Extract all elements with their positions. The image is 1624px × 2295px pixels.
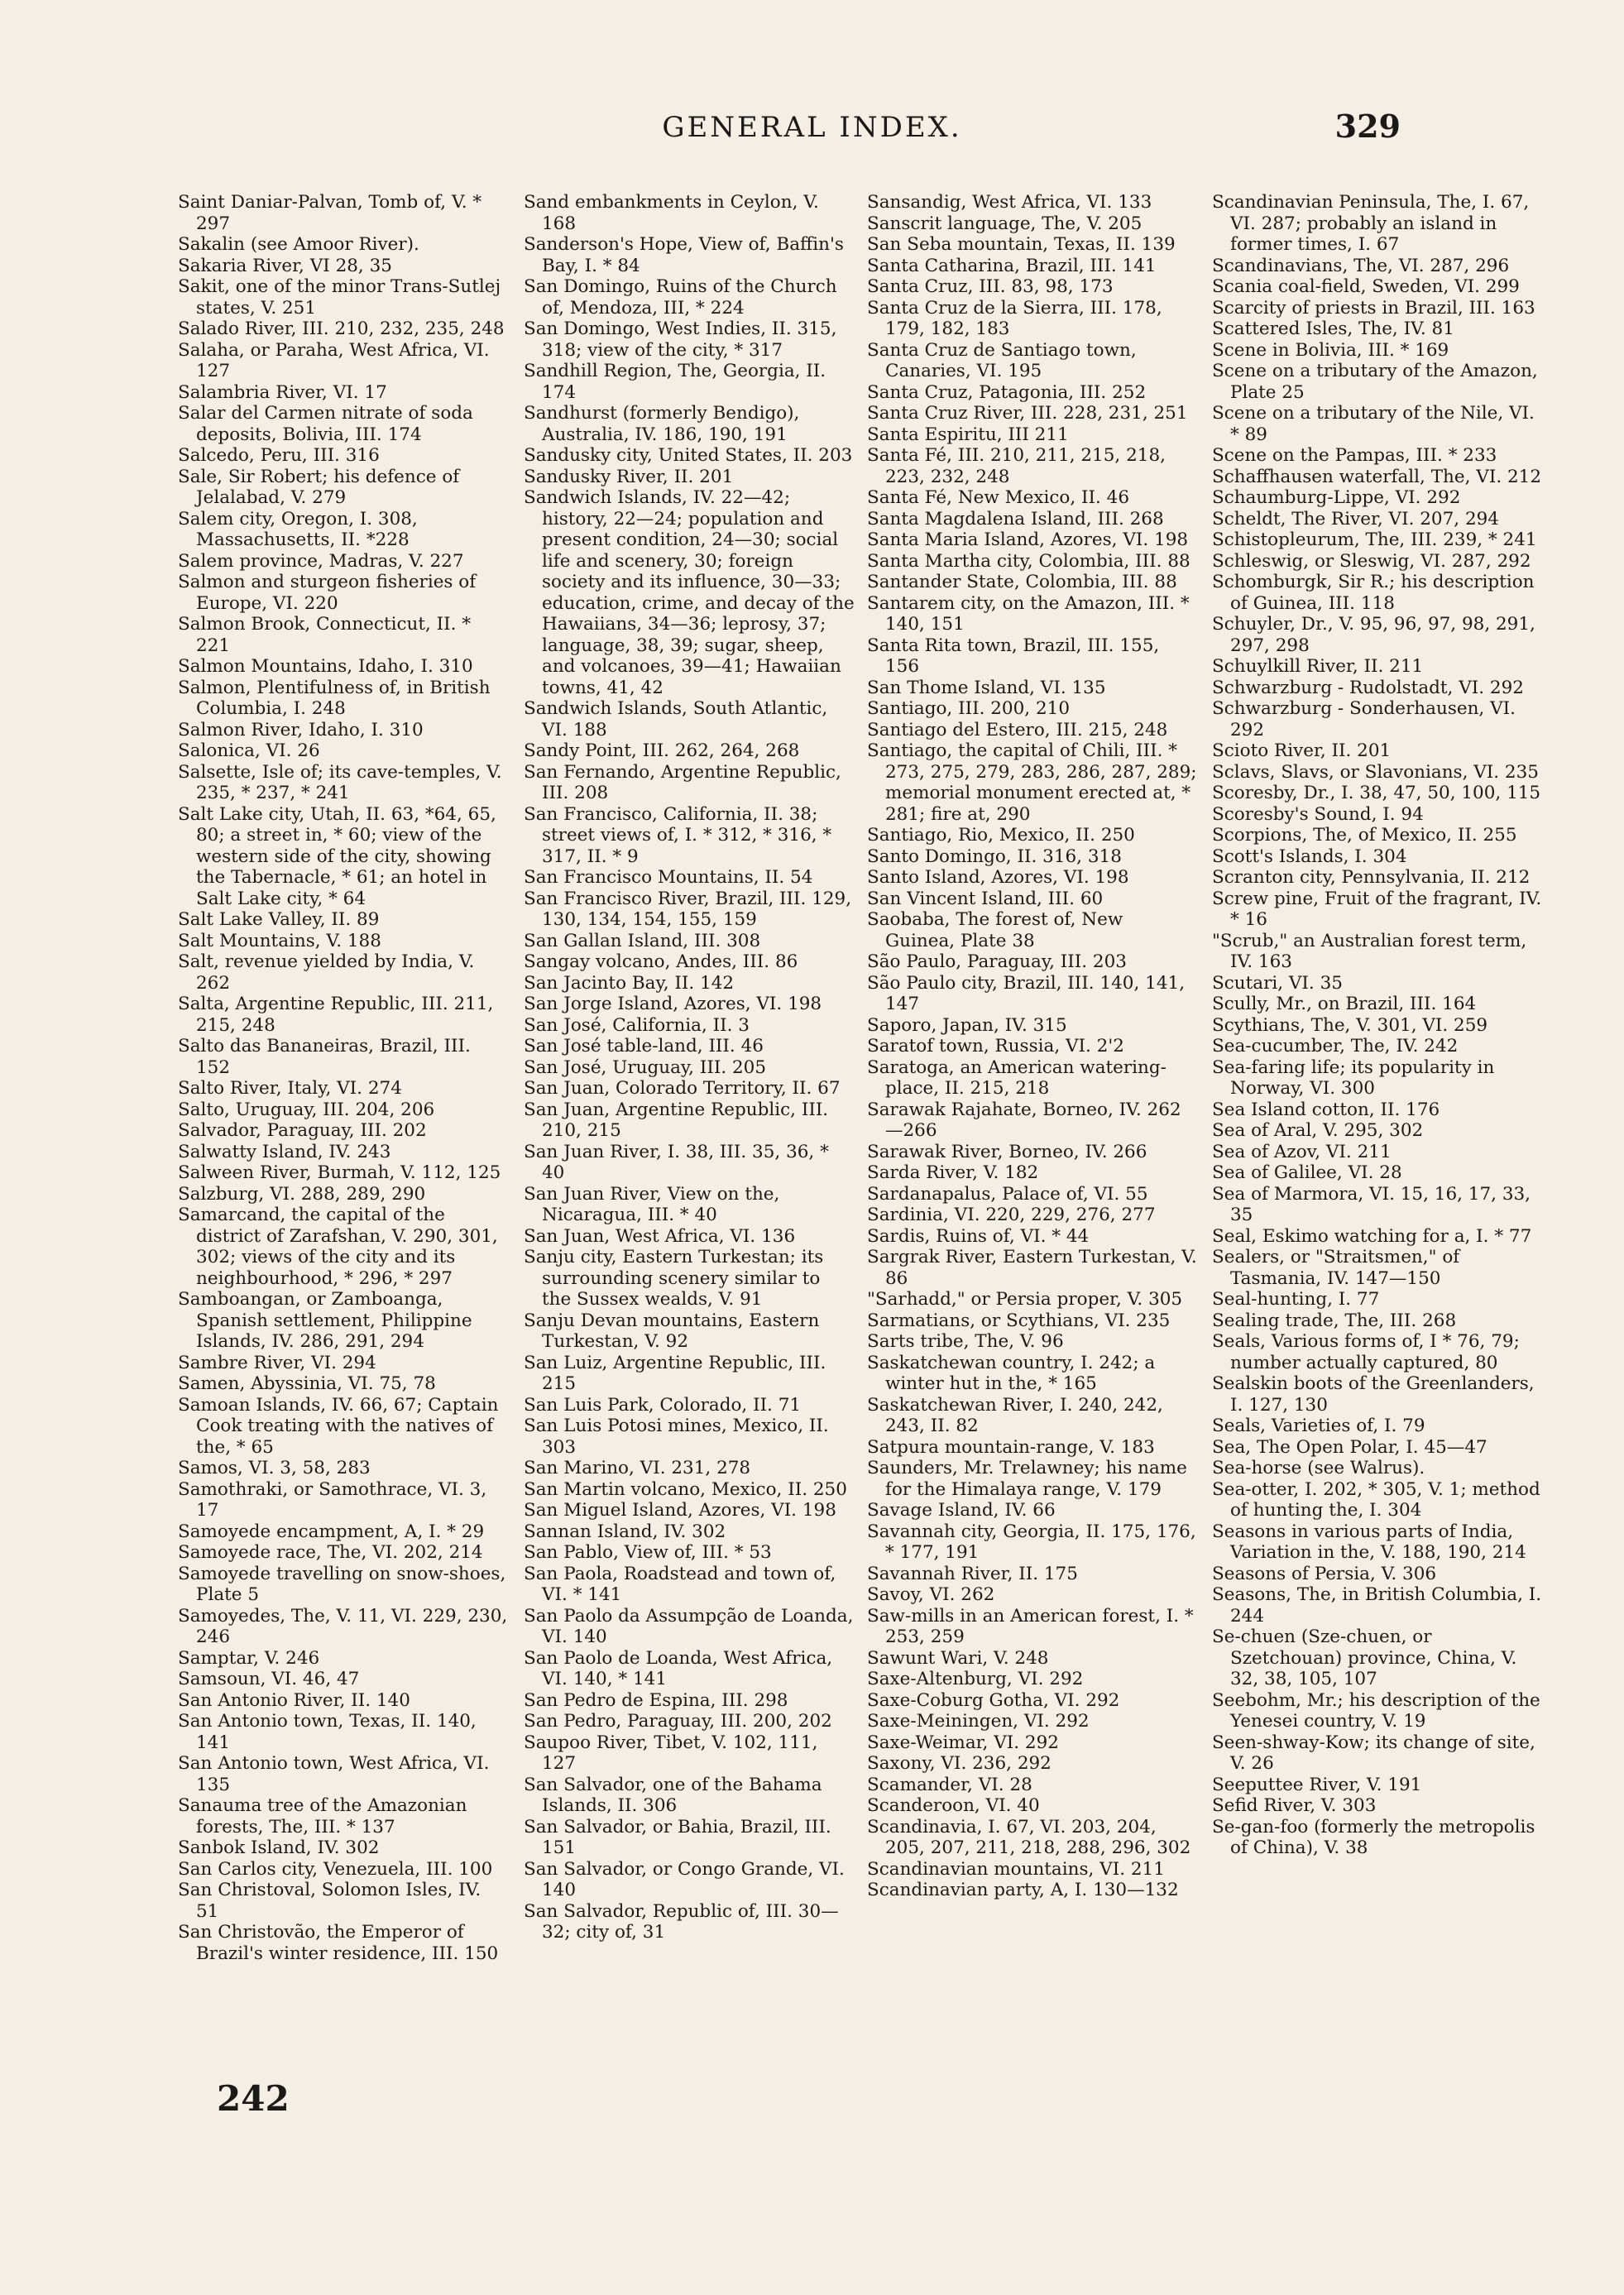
index-entry: Sarawak Rajahate, Borneo, IV. 262—266 xyxy=(867,1099,1181,1141)
index-entry: Samoyedes, The, V. 11, VI. 229, 230, 246 xyxy=(178,1605,508,1647)
index-entry: San Jacinto Bay, II. 142 xyxy=(524,972,735,994)
index-entry: Schwarzburg - Rudolstadt, VI. 292 xyxy=(1212,677,1524,698)
index-entry: Santa Fé, New Mexico, II. 46 xyxy=(867,487,1129,508)
index-entry: San Paolo da Assumpção de Loanda, VI. 140 xyxy=(524,1605,854,1647)
index-entry: Santiago, the capital of Chili, III. * 273, 275, 279, 283, 286, 287, 289; memorial monument erected at, * 281; fire at, 290 xyxy=(867,740,1197,825)
index-entry: Sambre River, VI. 294 xyxy=(178,1352,376,1373)
index-entry: San Gallan Island, III. 308 xyxy=(524,930,761,951)
index-entry: Sanbok Island, IV. 302 xyxy=(178,1837,380,1858)
index-entry: Saratoga, an American watering-place, II. 215, 218 xyxy=(867,1056,1167,1099)
index-entry: Seals, Various forms of, I * 76, 79; number actually captured, 80 xyxy=(1212,1331,1520,1373)
index-entry: Sansandig, West Africa, VI. 133 xyxy=(867,192,1152,213)
index-entry: San José, Uruguay, III. 205 xyxy=(524,1056,767,1078)
index-entry: Scandinavian Peninsula, The, I. 67, VI. 287; probably an island in former times, I. 67 xyxy=(1212,192,1530,255)
index-entry: Sand embankments in Ceylon, V. 168 xyxy=(524,192,819,234)
index-entry: Scott's Islands, I. 304 xyxy=(1212,846,1407,867)
index-entry: Saupoo River, Tibet, V. 102, 111, 127 xyxy=(524,1732,818,1774)
index-entry: Santa Magdalena Island, III. 268 xyxy=(867,508,1164,529)
index-entry: Sandusky city, United States, II. 203 xyxy=(524,445,853,466)
index-entry: Samarcand, the capital of the district of Zarafshan, V. 290, 301, 302; views of the city and its neighbourhood, * 296, * 297 xyxy=(178,1205,498,1289)
index-entry: Samoyede encampment, A, I. * 29 xyxy=(178,1521,485,1542)
index-entry: San Salvador, Republic of, III. 30—32; city of, 31 xyxy=(524,1900,839,1943)
index-entry: Salt, revenue yielded by India, V. 262 xyxy=(178,951,475,994)
index-entry: Salem province, Madras, V. 227 xyxy=(178,550,464,572)
index-entry: Sardinia, VI. 220, 229, 276, 277 xyxy=(867,1205,1156,1225)
index-entry: Samoyede travelling on snow-shoes, Plate 5 xyxy=(178,1563,506,1605)
index-entry: Seal, Eskimo watching for a, I. * 77 xyxy=(1212,1225,1532,1247)
index-entry: Sanderson's Hope, View of, Baffin's Bay, I. * 84 xyxy=(524,234,844,276)
index-entry: Saxe-Altenburg, VI. 292 xyxy=(867,1669,1084,1689)
index-entry: Sandy Point, III. 262, 264, 268 xyxy=(524,740,800,761)
index-entry: Santa Maria Island, Azores, VI. 198 xyxy=(867,529,1189,550)
index-entry: Sanauma tree of the Amazonian forests, The, III. * 137 xyxy=(178,1795,467,1837)
index-entry: Scarcity of priests in Brazil, III. 163 xyxy=(1212,297,1535,319)
index-entry: Sandusky River, II. 201 xyxy=(524,466,734,487)
index-entry: San Paolo de Loanda, West Africa, VI. 140, * 141 xyxy=(524,1647,833,1689)
index-entry: San Seba mountain, Texas, II. 139 xyxy=(867,234,1176,255)
index-entry: Salzburg, VI. 288, 289, 290 xyxy=(178,1183,426,1205)
index-entry: Santa Catharina, Brazil, III. 141 xyxy=(867,255,1157,276)
index-column-2 xyxy=(524,192,855,1943)
index-entry: San Antonio River, II. 140 xyxy=(178,1689,410,1711)
index-entry: Santa Cruz de la Sierra, III. 178, 179, 182, 183 xyxy=(867,297,1162,339)
index-entry: Salt Mountains, V. 188 xyxy=(178,930,381,951)
index-entry: Salonica, VI. 26 xyxy=(178,740,320,761)
index-entry: Scoresby's Sound, I. 94 xyxy=(1212,803,1424,825)
index-entry: Seen-shway-Kow; its change of site, V. 26 xyxy=(1212,1732,1535,1774)
index-entry: Sakaria River, VI 28, 35 xyxy=(178,255,392,276)
index-entry: São Paulo city, Brazil, III. 140, 141, 147 xyxy=(867,972,1186,1014)
index-entry: Scandinavian mountains, VI. 211 xyxy=(867,1858,1165,1880)
index-entry: Santo Domingo, II. 316, 318 xyxy=(867,846,1122,867)
page-number: 329 xyxy=(1334,108,1401,145)
index-entry: Samsoun, VI. 46, 47 xyxy=(178,1669,360,1689)
index-entry: Samothraki, or Samothrace, VI. 3, 17 xyxy=(178,1478,487,1521)
index-entry: Scene on a tributary of the Nile, VI. * 89 xyxy=(1212,403,1535,445)
index-entry: San Carlos city, Venezuela, III. 100 xyxy=(178,1858,493,1880)
index-entry: Salween River, Burmah, V. 112, 125 xyxy=(178,1162,501,1183)
index-entry: Scandinavians, The, VI. 287, 296 xyxy=(1212,255,1510,276)
index-entry: Salto, Uruguay, III. 204, 206 xyxy=(178,1099,435,1120)
index-entry: Scene in Bolivia, III. * 169 xyxy=(1212,339,1449,361)
index-entry: Scorpions, The, of Mexico, II. 255 xyxy=(1212,825,1517,846)
index-entry: Saobaba, The forest of, New Guinea, Plate 38 xyxy=(867,909,1123,951)
index-entry: Saskatchewan River, I. 240, 242, 243, II. 82 xyxy=(867,1394,1163,1436)
index-entry: Saxony, VI. 236, 292 xyxy=(867,1753,1052,1774)
index-entry: Santiago del Estero, III. 215, 248 xyxy=(867,719,1168,740)
index-entry: San Luis Park, Colorado, II. 71 xyxy=(524,1394,802,1416)
index-entry: Seasons, The, in British Columbia, I. 244 xyxy=(1212,1584,1542,1627)
index-entry: Sarts tribe, The, V. 96 xyxy=(867,1331,1064,1352)
index-entry: Scene on a tributary of the Amazon, Plate 25 xyxy=(1212,361,1538,403)
index-entry: Samoan Islands, IV. 66, 67; Captain Cook treating with the natives of the, * 65 xyxy=(178,1394,499,1458)
index-entry: San Luiz, Argentine Republic, III. 215 xyxy=(524,1352,826,1394)
index-entry: Salvador, Paraguay, III. 202 xyxy=(178,1120,427,1141)
index-entry: São Paulo, Paraguay, III. 203 xyxy=(867,951,1127,972)
index-entry: San Juan, West Africa, VI. 136 xyxy=(524,1225,796,1247)
index-entry: Salcedo, Peru, III. 316 xyxy=(178,445,380,466)
page-title: GENERAL INDEX. xyxy=(662,111,962,144)
index-entry: San Francisco River, Brazil, III. 129, 130, 134, 154, 155, 159 xyxy=(524,888,852,930)
index-entry: Scattered Isles, The, IV. 81 xyxy=(1212,319,1454,339)
index-entry: Sandwich Islands, IV. 22—42; history, 22—24; population and present condition, 24—30; social life and scenery, 30; foreign society and its influence, 30—33; education, crime, and decay of the Hawaiians, 34—36; leprosy, 37; language, 38, 39; sugar, sheep, and volcanoes, 39—41; Hawaiian towns, 41, 42 xyxy=(524,487,855,698)
index-entry: Saratof town, Russia, VI. 2'2 xyxy=(867,1036,1124,1056)
index-entry: Scania coal-field, Sweden, VI. 299 xyxy=(1212,276,1520,297)
index-entry: Sarawak River, Borneo, IV. 266 xyxy=(867,1141,1147,1162)
index-entry: Sakalin (see Amoor River). xyxy=(178,234,419,255)
index-entry: Sea-cucumber, The, IV. 242 xyxy=(1212,1036,1459,1056)
index-entry: San Domingo, West Indies, II. 315, 318; view of the city, * 317 xyxy=(524,319,837,361)
index-entry: San Marino, VI. 231, 278 xyxy=(524,1458,751,1478)
index-entry: San Juan, Argentine Republic, III. 210, 215 xyxy=(524,1099,829,1141)
index-entry: Schaumburg-Lippe, VI. 292 xyxy=(1212,487,1461,508)
index-entry: Salmon Brook, Connecticut, II. * 221 xyxy=(178,614,472,656)
index-entry: Salt Lake Valley, II. 89 xyxy=(178,909,380,930)
signature-mark: 242 xyxy=(217,2078,290,2119)
index-column-3 xyxy=(867,192,1198,1901)
index-entry: San Miguel Island, Azores, VI. 198 xyxy=(524,1500,836,1521)
index-entry: Salmon Mountains, Idaho, I. 310 xyxy=(178,656,473,677)
index-entry: Savannah city, Georgia, II. 175, 176, * 177, 191 xyxy=(867,1521,1196,1563)
index-entry: Scioto River, II. 201 xyxy=(1212,740,1392,761)
index-entry: Santa Cruz River, III. 228, 231, 251 xyxy=(867,403,1188,424)
index-entry: Samen, Abyssinia, VI. 75, 78 xyxy=(178,1373,436,1394)
index-entry: Santa Espiritu, III 211 xyxy=(867,424,1069,445)
index-entry: Schomburgk, Sir R.; his description of Guinea, III. 118 xyxy=(1212,572,1535,614)
index-entry: Schaffhausen waterfall, The, VI. 212 xyxy=(1212,466,1542,487)
index-entry: Sannan Island, IV. 302 xyxy=(524,1521,726,1542)
index-entry: Sea-horse (see Walrus). xyxy=(1212,1458,1425,1478)
index-entry: Salto River, Italy, VI. 274 xyxy=(178,1078,402,1099)
index-entry: Salsette, Isle of; its cave-temples, V. 235, * 237, * 241 xyxy=(178,761,502,803)
index-entry: Saporo, Japan, IV. 315 xyxy=(867,1014,1067,1036)
index-entry: Salt Lake city, Utah, II. 63, *64, 65, 80; a street in, * 60; view of the western side of the city, showing the Tabernacle, * 61; an hotel in Salt Lake city, * 64 xyxy=(178,803,496,909)
index-entry: Saunders, Mr. Trelawney; his name for the Himalaya range, V. 179 xyxy=(867,1458,1187,1500)
page-header xyxy=(0,108,1624,157)
index-entry: Sea of Aral, V. 295, 302 xyxy=(1212,1120,1424,1141)
index-entry: San Jorge Island, Azores, VI. 198 xyxy=(524,994,822,1014)
index-entry: Sea Island cotton, II. 176 xyxy=(1212,1099,1440,1120)
index-entry: San Salvador, one of the Bahama Islands, II. 306 xyxy=(524,1774,822,1816)
index-entry: Sargrak River, Eastern Turkestan, V. 86 xyxy=(867,1247,1197,1289)
index-entry: Saxe-Meiningen, VI. 292 xyxy=(867,1711,1090,1732)
index-entry: Sanscrit language, The, V. 205 xyxy=(867,213,1143,234)
index-entry: Santa Rita town, Brazil, III. 155, 156 xyxy=(867,635,1160,677)
index-entry: San Pedro de Espina, III. 298 xyxy=(524,1689,788,1711)
index-entry: San Juan River, View on the, Nicaragua, III. * 40 xyxy=(524,1183,780,1225)
index-entry: Salta, Argentine Republic, III. 211, 215, 248 xyxy=(178,994,494,1036)
index-entry: Se-gan-foo (formerly the metropolis of China), V. 38 xyxy=(1212,1816,1535,1858)
index-entry: Sealing trade, The, III. 268 xyxy=(1212,1310,1457,1331)
index-entry: Santa Cruz, Patagonia, III. 252 xyxy=(867,381,1147,403)
index-entry: Seasons of Persia, V. 306 xyxy=(1212,1563,1437,1584)
index-entry: Saxe-Weimar, VI. 292 xyxy=(867,1732,1059,1753)
index-entry: Savage Island, IV. 66 xyxy=(867,1500,1056,1521)
index-entry: Savannah River, II. 175 xyxy=(867,1563,1078,1584)
index-entry: Sealers, or "Straitsmen," of Tasmania, IV. 147—150 xyxy=(1212,1247,1460,1289)
index-entry: Seebohm, Mr.; his description of the Yenesei country, V. 19 xyxy=(1212,1689,1540,1732)
index-entry: Sea-faring life; its popularity in Norway, VI. 300 xyxy=(1212,1056,1495,1099)
index-entry: Salambria River, VI. 17 xyxy=(178,381,387,403)
index-entry: Scythians, The, V. 301, VI. 259 xyxy=(1212,1014,1488,1036)
index-entry: Santa Cruz de Santiago town, Canaries, VI. 195 xyxy=(867,339,1137,381)
index-entry: Seasons in various parts of India, Variation in the, V. 188, 190, 214 xyxy=(1212,1521,1526,1563)
index-entry: Sclavs, Slavs, or Slavonians, VI. 235 xyxy=(1212,761,1539,783)
index-entry: Salmon and sturgeon fisheries of Europe, VI. 220 xyxy=(178,572,477,614)
index-entry: San José, California, II. 3 xyxy=(524,1014,750,1036)
index-entry: Scheldt, The River, VI. 207, 294 xyxy=(1212,508,1499,529)
index-entry: San Luis Potosi mines, Mexico, II. 303 xyxy=(524,1416,829,1458)
index-entry: Salado River, III. 210, 232, 235, 248 xyxy=(178,319,505,339)
index-entry: San Francisco Mountains, II. 54 xyxy=(524,867,813,888)
index-entry: Scandinavian party, A, I. 130—132 xyxy=(867,1880,1179,1900)
index-entry: Schistopleurum, The, III. 239, * 241 xyxy=(1212,529,1537,550)
index-entry: San Martin volcano, Mexico, II. 250 xyxy=(524,1478,847,1500)
index-entry: Sarda River, V. 182 xyxy=(867,1162,1039,1183)
index-entry: San Christovão, the Emperor of Brazil's winter residence, III. 150 xyxy=(178,1922,499,1964)
index-entry: Santo Island, Azores, VI. 198 xyxy=(867,867,1129,888)
index-entry: San Fernando, Argentine Republic, III. 208 xyxy=(524,761,841,803)
index-entry: San José table-land, III. 46 xyxy=(524,1036,764,1056)
index-entry: Sandhurst (formerly Bendigo), Australia, IV. 186, 190, 191 xyxy=(524,403,800,445)
index-entry: Saxe-Coburg Gotha, VI. 292 xyxy=(867,1689,1120,1711)
index-entry: Scoresby, Dr., I. 38, 47, 50, 100, 115 xyxy=(1212,783,1541,803)
index-entry: Scandinavia, I. 67, VI. 203, 204, 205, 207, 211, 218, 288, 296, 302 xyxy=(867,1816,1191,1858)
index-entry: Sawunt Wari, V. 248 xyxy=(867,1647,1049,1669)
index-entry: San Salvador, or Congo Grande, VI. 140 xyxy=(524,1858,845,1900)
index-entry: Sale, Sir Robert; his defence of Jelalabad, V. 279 xyxy=(178,466,460,508)
index-column-1 xyxy=(178,192,509,1964)
index-entry: Sealskin boots of the Greenlanders, I. 127, 130 xyxy=(1212,1373,1535,1416)
index-entry: Sardis, Ruins of, VI. * 44 xyxy=(867,1225,1090,1247)
index-entry: Salto das Bananeiras, Brazil, III. 152 xyxy=(178,1036,471,1078)
index-entry: Sakit, one of the minor Trans-Sutlej states, V. 251 xyxy=(178,276,501,319)
index-entry: Sea-otter, I. 202, * 305, V. 1; method of hunting the, I. 304 xyxy=(1212,1478,1540,1521)
index-entry: Santander State, Colombia, III. 88 xyxy=(867,572,1177,592)
index-entry: San Vincent Island, III. 60 xyxy=(867,888,1104,909)
index-entry: Salmon, Plentifulness of, in British Columbia, I. 248 xyxy=(178,677,491,719)
index-entry: Schleswig, or Sleswig, VI. 287, 292 xyxy=(1212,550,1531,572)
index-entry: Sanju city, Eastern Turkestan; its surrounding scenery similar to the Sussex wealds, V. 91 xyxy=(524,1247,824,1310)
index-entry: San Pablo, View of, III. * 53 xyxy=(524,1542,772,1563)
index-entry: Scutari, VI. 35 xyxy=(1212,972,1343,994)
index-entry: Samboangan, or Zamboanga, Spanish settlement, Philippine Islands, IV. 286, 291, 294 xyxy=(178,1289,472,1352)
index-entry: "Scrub," an Australian forest term, IV. 163 xyxy=(1212,930,1527,972)
index-entry: Seal-hunting, I. 77 xyxy=(1212,1289,1380,1310)
index-entry: Sardanapalus, Palace of, VI. 55 xyxy=(867,1183,1148,1205)
index-entry: Salem city, Oregon, I. 308, Massachusetts, II. *228 xyxy=(178,508,418,550)
index-entry: San Salvador, or Bahia, Brazil, III. 151 xyxy=(524,1816,831,1858)
index-column-4 xyxy=(1212,192,1543,1859)
index-entry: Salar del Carmen nitrate of soda deposits, Bolivia, III. 174 xyxy=(178,403,473,445)
index-entry: Santiago, III. 200, 210 xyxy=(867,698,1070,719)
index-entry: Santarem city, on the Amazon, III. * 140, 151 xyxy=(867,592,1190,635)
index-entry: Sea, The Open Polar, I. 45—47 xyxy=(1212,1436,1487,1458)
index-entry: Schwarzburg - Sonderhausen, VI. 292 xyxy=(1212,698,1516,740)
index-entry: Saw-mills in an American forest, I. * 253, 259 xyxy=(867,1605,1194,1647)
index-entry: Santa Cruz, III. 83, 98, 173 xyxy=(867,276,1114,297)
index-entry: San Thome Island, VI. 135 xyxy=(867,677,1106,698)
index-entry: Seeputtee River, V. 191 xyxy=(1212,1774,1422,1795)
index-entry: Salmon River, Idaho, I. 310 xyxy=(178,719,424,740)
index-entry: "Sarhadd," or Persia proper, V. 305 xyxy=(867,1289,1183,1310)
index-entry: Samptar, V. 246 xyxy=(178,1647,320,1669)
index-entry: San Antonio town, West Africa, VI. 135 xyxy=(178,1753,490,1795)
index-entry: Scully, Mr., on Brazil, III. 164 xyxy=(1212,994,1477,1014)
index-entry: San Christoval, Solomon Isles, IV. 51 xyxy=(178,1880,481,1922)
index-entry: Se-chuen (Sze-chuen, or Szetchouan) province, China, V. 32, 38, 105, 107 xyxy=(1212,1627,1517,1689)
index-entry: Sarmatians, or Scythians, VI. 235 xyxy=(867,1310,1171,1331)
index-entry: Scene on the Pampas, III. * 233 xyxy=(1212,445,1497,466)
index-entry: Screw pine, Fruit of the fragrant, IV. * 16 xyxy=(1212,888,1542,930)
index-entry: Sanju Devan mountains, Eastern Turkestan, V. 92 xyxy=(524,1310,820,1352)
index-entry: Seals, Varieties of, I. 79 xyxy=(1212,1416,1425,1436)
index-entry: Sea of Galilee, VI. 28 xyxy=(1212,1162,1402,1183)
index-entry: Scanderoon, VI. 40 xyxy=(867,1795,1040,1816)
index-entry: Sandhill Region, The, Georgia, II. 174 xyxy=(524,361,826,403)
index-entry: Sandwich Islands, South Atlantic, VI. 188 xyxy=(524,698,828,740)
index-entry: San Juan, Colorado Territory, II. 67 xyxy=(524,1078,841,1099)
index-entry: Scranton city, Pennsylvania, II. 212 xyxy=(1212,867,1531,888)
index-entry: Samoyede race, The, VI. 202, 214 xyxy=(178,1542,483,1563)
index-entry: Santiago, Rio, Mexico, II. 250 xyxy=(867,825,1135,846)
index-entry: Salaha, or Paraha, West Africa, VI. 127 xyxy=(178,339,490,381)
index-entry: Satpura mountain-range, V. 183 xyxy=(867,1436,1155,1458)
index-entry: Sefid River, V. 303 xyxy=(1212,1795,1377,1816)
index-entry: Schuylkill River, II. 211 xyxy=(1212,656,1424,677)
index-entry: Santa Martha city, Colombia, III. 88 xyxy=(867,550,1190,572)
index-entry: San Domingo, Ruins of the Church of, Mendoza, III, * 224 xyxy=(524,276,837,319)
index-entry: Sea of Marmora, VI. 15, 16, 17, 33, 35 xyxy=(1212,1183,1531,1225)
index-entry: Sea of Azov, VI. 211 xyxy=(1212,1141,1392,1162)
index-entry: Sangay volcano, Andes, III. 86 xyxy=(524,951,798,972)
index-entry: San Antonio town, Texas, II. 140, 141 xyxy=(178,1711,477,1753)
index-entry: Scamander, VI. 28 xyxy=(867,1774,1032,1795)
index-entry: San Juan River, I. 38, III. 35, 36, * 40 xyxy=(524,1141,829,1183)
index-entry: Santa Fé, III. 210, 211, 215, 218, 223, 232, 248 xyxy=(867,445,1166,487)
index-entry: Saint Daniar-Palvan, Tomb of, V. * 297 xyxy=(178,192,482,234)
index-entry: San Francisco, California, II. 38; street views of, I. * 312, * 316, * 317, II. * 9 xyxy=(524,803,832,867)
index-entry: Saskatchewan country, I. 242; a winter hut in the, * 165 xyxy=(867,1352,1156,1394)
index-entry: Salwatty Island, IV. 243 xyxy=(178,1141,391,1162)
index-entry: Samos, VI. 3, 58, 283 xyxy=(178,1458,371,1478)
index-entry: Savoy, VI. 262 xyxy=(867,1584,995,1605)
index-entry: San Pedro, Paraguay, III. 200, 202 xyxy=(524,1711,832,1732)
index-entry: San Paola, Roadstead and town of, VI. * 141 xyxy=(524,1563,836,1605)
index-entry: Schuyler, Dr., V. 95, 96, 97, 98, 291, 297, 298 xyxy=(1212,614,1535,656)
